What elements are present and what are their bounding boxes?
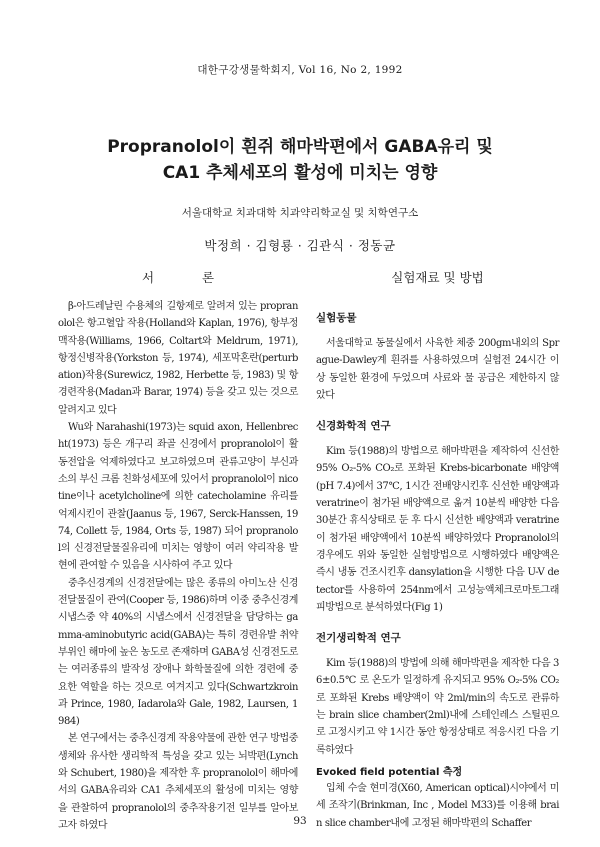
affiliation: 서울대학교 치과대학 치과약리학교실 및 치학연구소	[181, 207, 419, 219]
intro-paragraph-3: 중추신경계의 신경전달에는 많은 종류의 아미노산 신경전달물질이 관여(Cooper 등, 1986)하며 이중 중추신경계 시냅스중 약 40%의 시냅스에서 신경전달을 담당하는 gamma-aminobutyric acid(GABA)는 특히 경련유발 취약부위인 해마에 높은 농도로 존재하며 GABA성 신경전도로는 여러종류의 발작성 장애나 화학물질에 의한 경련에 중요한 역할을 하는 것으로 여겨지고 있다(Schwartzkroin과 Prince, 1980, Iadarola와 Gale, 1982, Laursen, 1984)	[58, 577, 298, 728]
animals-paragraph: 서울대학교 동물실에서 사육한 체중 200gm내외의 Sprague-Dawley계 흰쥐를 사용하였으며 실험전 24시간 이상 동일한 환경에 두었으며 사료와 물 공급은 제한하지 않았다	[316, 338, 559, 401]
journal-header: 대한구강생물학회지, Vol 16, No 2, 1992	[197, 64, 403, 76]
evoked-potential-subheading: Evoked field potential 측정	[316, 766, 463, 778]
intro-paragraph-2: Wu와 Narahashi(1973)는 squid axon, Hellenbrecht(1973) 등은 개구리 좌골 신경에서 propranolol이 활동전압을 억제하였다고 보고하였으며 관류고양이 부신과 소의 부신 크롬 친화성세포에 있어서 propranolol이 nicotine이나 acetylcholine에 의한 catecholamine 유리를 억제시킨이 관찰(Jaanus 등, 1967, Serck-Hanssen, 1974, Collett 등, 1984, Orts 등, 1987) 되어 propranolol의 신경전달물질유리에 미치는 영향이 여러 약리작용 발현에 관여할 수 있음을 시사하여 주고 있다	[58, 422, 298, 572]
neurochemical-paragraph: Kim 등(1988)의 방법으로 해마박편을 제작하여 신선한 95% O₂-5% CO₂로 포화된 Krebs-bicarbonate 배양액(pH 7.4)에서 37℃, 1시간 전배양시킨후 신선한 배양액과 veratrine이 첨가된 배양액으로 옮겨 10분씩 배양한 다음 30분간 휴식상태로 둔 후 다시 신선한 배양액과 veratrine이 첨가된 배양액에서 10분씩 배양하였다 Propranolol의 경우에도 위와 동일한 실험방법으로 시행하였다 배양액은 즉시 냉동 건조시킨후 dansylation을 시행한 다음 U-V detector를 사용하여 254nm에서 고성능액체크로마토그래피방법으로 분석하였다(Fig 1)	[316, 446, 559, 613]
left-column	[58, 268, 298, 834]
electrophysiology-paragraph: Kim 등(1988)의 방법에 의해 해마박편을 제작한 다음 36±0.5℃ 로 온도가 일정하게 유지되고 95% O₂-5% CO₂로 포화된 Krebs 배양액이 약 2ml/min의 속도로 관류하는 brain slice chamber(2ml)내에 스테인레스 스틸핀으로 고정시키고 약 1시간 동안 항정상태로 적응시킨 다음 기록하였다	[316, 658, 559, 756]
title-line-2: CA1 추체세포의 활성에 미치는 영향	[162, 163, 438, 183]
electrophysiology-subheading: 전기생리학적 연구	[316, 632, 401, 645]
intro-paragraph-4: 본 연구에서는 중추신경계 작용약물에 관한 연구 방법중 생체와 유사한 생리학적 특성을 갖고 있는 뇌박편(Lynch와 Schubert, 1980)을 제작한 후 propranolol이 해마에서의 GABA유리와 CA1 추체세포의 활성에 미치는 영향을 관찰하여 propranolol의 중추작용기전 일부를 알아보고자 하였다	[58, 733, 298, 831]
right-column	[316, 268, 559, 832]
introduction-heading: 서 론	[141, 270, 237, 285]
intro-paragraph-1: β-아드레날린 수용체의 길항제로 알려져 있는 propranolol은 항고혈압 작용(Holland와 Kaplan, 1976), 항부정맥작용(Williams, 1966, Coltart와 Meldrum, 1971), 항정신병작용(Yorkston 등, 1974), 세포막혼란(perturbation)작용(Surewicz, 1982, Herbette 등, 1983) 및 항경련작용(Madan과 Barar, 1974) 등을 갖고 있는 것으로 알려지고 있다	[58, 301, 298, 416]
evoked-potential-paragraph: 입체 수술 현미경(X60, American optical)시야에서 미세 조작기(Brinkman, Inc , Model M33)를 이용해 brain slice chamber내에 고정된 해마박편의 Schaffer	[316, 782, 559, 829]
authors: 박정희 · 김형룡 · 김관식 · 정동균	[204, 238, 396, 253]
animals-subheading: 실험동물	[316, 312, 357, 324]
page-number: 93	[293, 815, 307, 827]
neurochemical-subheading: 신경화학적 연구	[316, 420, 391, 433]
methods-heading: 실험재료 및 방법	[391, 270, 484, 285]
title-line-1: Propranolol이 흰쥐 해마박편에서 GABA유리 및	[107, 137, 493, 157]
